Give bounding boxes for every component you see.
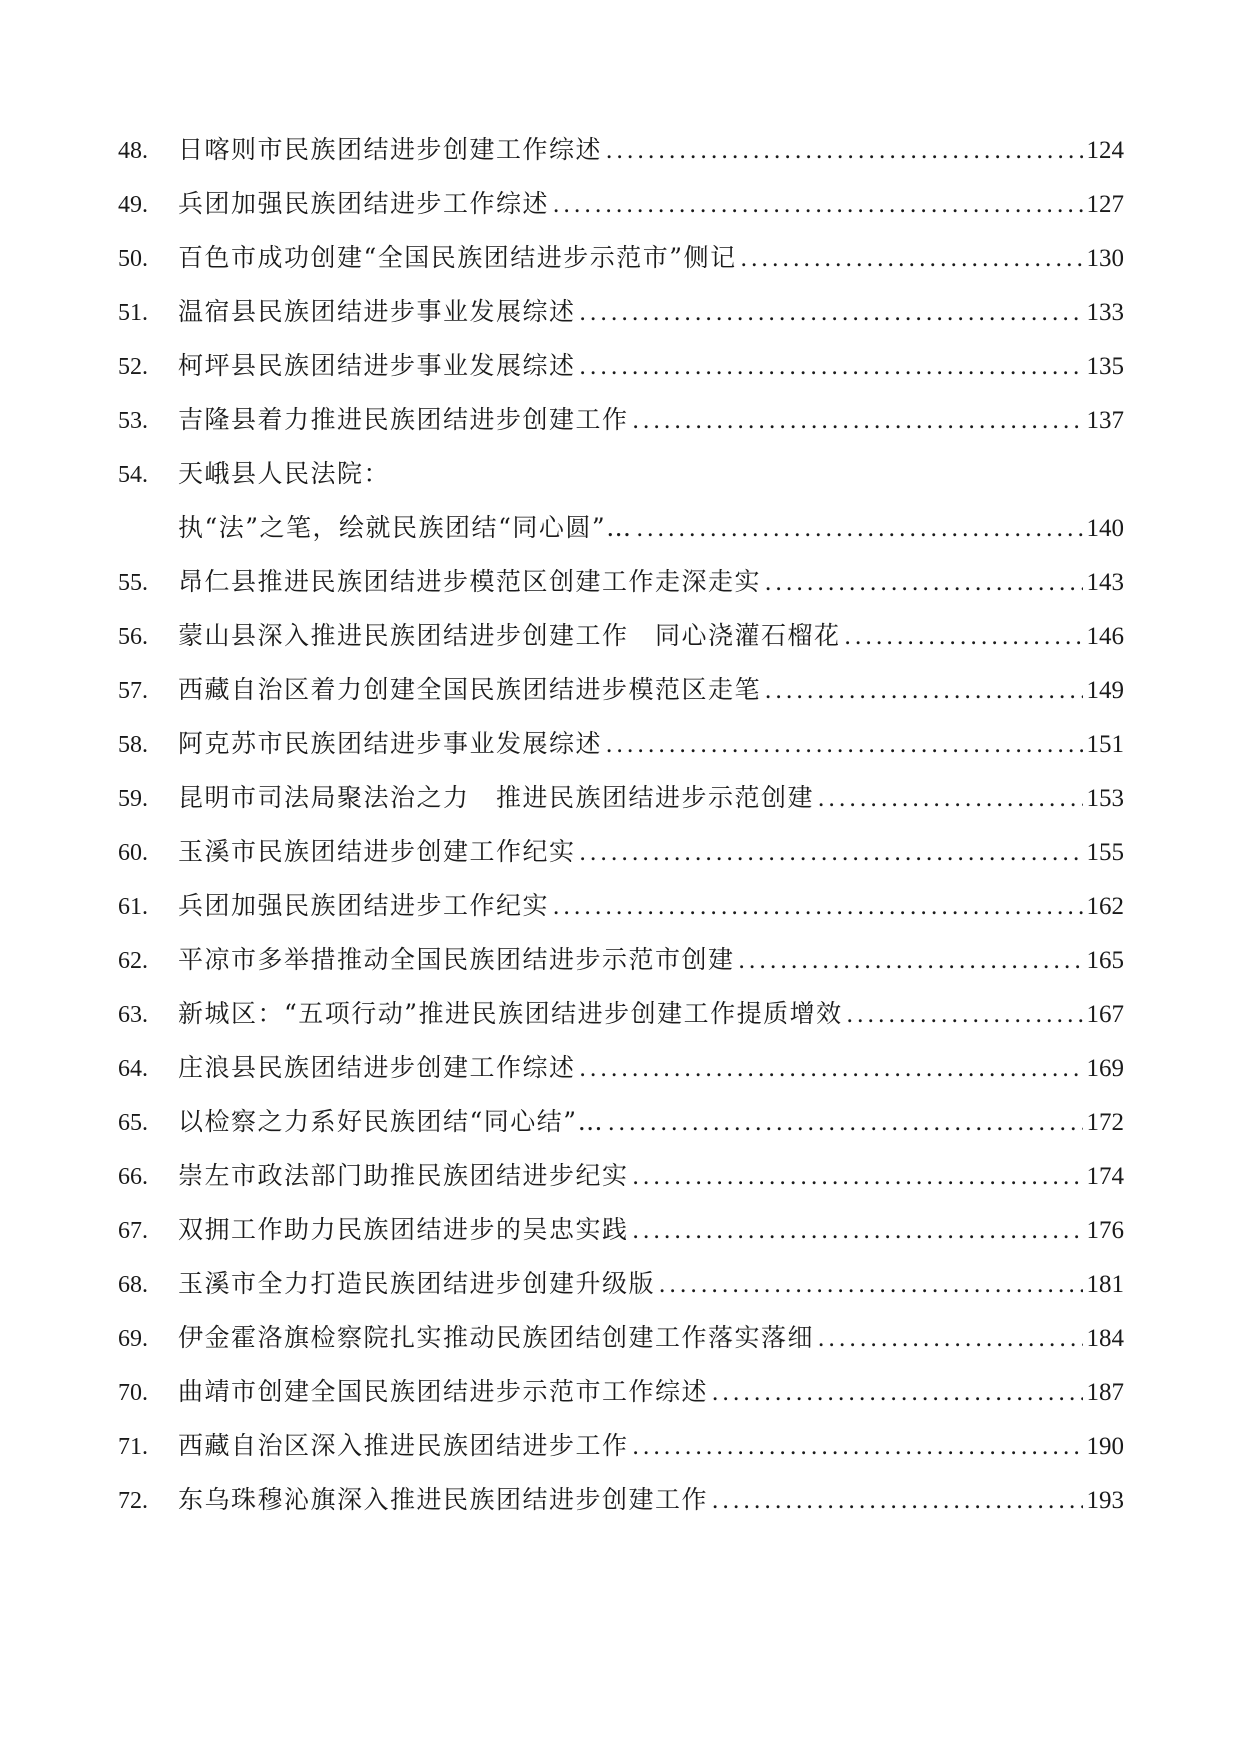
dot-leader [580,347,1083,387]
entry-page-number: 140 [1086,515,1124,542]
entry-number: 54. [118,462,148,488]
entry-title: 蒙山县深入推进民族团结进步创建工作 同心浇灌石榴花 [178,621,841,650]
entry-title: 双拥工作助力民族团结进步的吴忠实践 [178,1215,629,1244]
entry-number: 55. [118,570,148,596]
dot-leader [659,1265,1082,1305]
entry-title: 天峨县人民法院： [178,459,391,488]
entry-page-number: 187 [1086,1379,1124,1406]
toc-entry [118,292,1124,332]
dot-leader [765,671,1082,711]
toc-entry [118,1318,1124,1358]
toc-entry [118,832,1124,872]
entry-number: 52. [118,354,148,380]
toc-entry [118,724,1124,764]
dot-leader [553,185,1082,225]
dot-leader [712,1373,1082,1413]
dot-leader [633,1427,1083,1467]
dot-leader [741,239,1083,279]
entry-number: 60. [118,840,148,866]
dot-leader [633,401,1083,441]
dot-leader [580,1049,1083,1089]
entry-title: 柯坪县民族团结进步事业发展综述 [178,351,576,380]
entry-title: 东乌珠穆沁旗深入推进民族团结进步创建工作 [178,1485,709,1514]
entry-number: 69. [118,1326,148,1352]
entry-page-number: 133 [1086,299,1124,326]
dot-leader [580,833,1083,873]
dot-leader [633,1157,1083,1197]
entry-title: 百色市成功创建“全国民族团结进步示范市”侧记 [178,243,737,272]
entry-number: 66. [118,1164,148,1190]
entry-page-number: 153 [1086,785,1124,812]
entry-title: 西藏自治区着力创建全国民族团结进步模范区走笔 [178,675,762,704]
entry-title: 昂仁县推进民族团结进步模范区创建工作走深走实 [178,567,762,596]
entry-title: 新城区：“五项行动”推进民族团结进步创建工作提质增效 [178,999,843,1028]
entry-title: 崇左市政法部门助推民族团结进步纪实 [178,1161,629,1190]
entry-number: 50. [118,246,148,272]
entry-title: 以检察之力系好民族团结“同心结”… [178,1107,605,1136]
entry-title: 庄浪县民族团结进步创建工作综述 [178,1053,576,1082]
entry-number: 67. [118,1218,148,1244]
dot-leader [818,1319,1082,1359]
toc-entry [118,184,1124,224]
entry-title: 玉溪市全力打造民族团结进步创建升级版 [178,1269,656,1298]
entry-page-number: 124 [1086,137,1124,164]
entry-title: 兵团加强民族团结进步工作纪实 [178,891,550,920]
entry-title: 温宿县民族团结进步事业发展综述 [178,297,576,326]
entry-page-number: 167 [1086,1001,1124,1028]
entry-number: 53. [118,408,148,434]
entry-page-number: 190 [1086,1433,1124,1460]
dot-leader [606,725,1082,765]
dot-leader [553,887,1082,927]
toc-entry [118,1210,1124,1250]
entry-title: 平凉市多举措推动全国民族团结进步示范市创建 [178,945,735,974]
entry-page-number: 149 [1086,677,1124,704]
entry-page-number: 155 [1086,839,1124,866]
entry-number: 61. [118,894,148,920]
toc-entry [118,1048,1124,1088]
entry-title: 兵团加强民族团结进步工作综述 [178,189,550,218]
entry-title: 昆明市司法局聚法治之力 推进民族团结进步示范创建 [178,783,815,812]
toc-entry [118,454,1124,494]
entry-number: 62. [118,948,148,974]
entry-title: 西藏自治区深入推进民族团结进步工作 [178,1431,629,1460]
entry-page-number: 165 [1086,947,1124,974]
toc-entry [118,1480,1124,1520]
dot-leader [765,563,1082,603]
entry-page-number: 169 [1086,1055,1124,1082]
entry-page-number: 143 [1086,569,1124,596]
dot-leader [818,779,1082,819]
entry-page-number: 181 [1086,1271,1124,1298]
entry-page-number: 172 [1086,1109,1124,1136]
dot-leader [739,941,1083,981]
toc-entry [118,778,1124,818]
toc-entry [118,238,1124,278]
entry-page-number: 137 [1086,407,1124,434]
entry-page-number: 130 [1086,245,1124,272]
toc-entry-continuation [118,508,1124,548]
dot-leader [637,509,1083,549]
dot-leader [845,617,1083,657]
entry-page-number: 135 [1086,353,1124,380]
entry-number: 63. [118,1002,148,1028]
toc-entry [118,1426,1124,1466]
entry-page-number: 151 [1086,731,1124,758]
entry-number: 48. [118,138,148,164]
entry-page-number: 174 [1086,1163,1124,1190]
entry-page-number: 176 [1086,1217,1124,1244]
dot-leader [712,1481,1082,1521]
entry-number: 71. [118,1434,148,1460]
entry-title: 执“法”之笔，绘就民族团结“同心圆”… [178,513,633,542]
entry-number: 70. [118,1380,148,1406]
entry-page-number: 146 [1086,623,1124,650]
entry-number: 58. [118,732,148,758]
entry-title: 伊金霍洛旗检察院扎实推动民族团结创建工作落实落细 [178,1323,815,1352]
entry-number: 68. [118,1272,148,1298]
dot-leader [606,131,1082,171]
entry-number: 64. [118,1056,148,1082]
entry-page-number: 127 [1086,191,1124,218]
dot-leader [608,1103,1082,1143]
entry-title: 日喀则市民族团结进步创建工作综述 [178,135,603,164]
entry-title: 曲靖市创建全国民族团结进步示范市工作综述 [178,1377,709,1406]
entry-number: 72. [118,1488,148,1514]
entry-page-number: 184 [1086,1325,1124,1352]
entry-number: 56. [118,624,148,650]
dot-leader [847,995,1083,1035]
entry-number: 59. [118,786,148,812]
entry-title: 阿克苏市民族团结进步事业发展综述 [178,729,603,758]
toc-entry [118,994,1124,1034]
entry-page-number: 162 [1086,893,1124,920]
toc-entry [118,1264,1124,1304]
entry-number: 51. [118,300,148,326]
entry-number: 57. [118,678,148,704]
dot-leader [580,293,1083,333]
toc-entry [118,616,1124,656]
toc-entry [118,940,1124,980]
entry-title: 玉溪市民族团结进步创建工作纪实 [178,837,576,866]
dot-leader [633,1211,1083,1251]
toc-entry [118,1102,1124,1142]
toc-entry [118,562,1124,602]
entry-number: 65. [118,1110,148,1136]
toc-entry [118,1156,1124,1196]
entry-number: 49. [118,192,148,218]
toc-entry [118,670,1124,710]
toc-entry [118,1372,1124,1412]
toc-entry [118,400,1124,440]
toc-entry [118,130,1124,170]
entry-title: 吉隆县着力推进民族团结进步创建工作 [178,405,629,434]
toc-entry [118,346,1124,386]
toc-entry [118,886,1124,926]
entry-page-number: 193 [1086,1487,1124,1514]
